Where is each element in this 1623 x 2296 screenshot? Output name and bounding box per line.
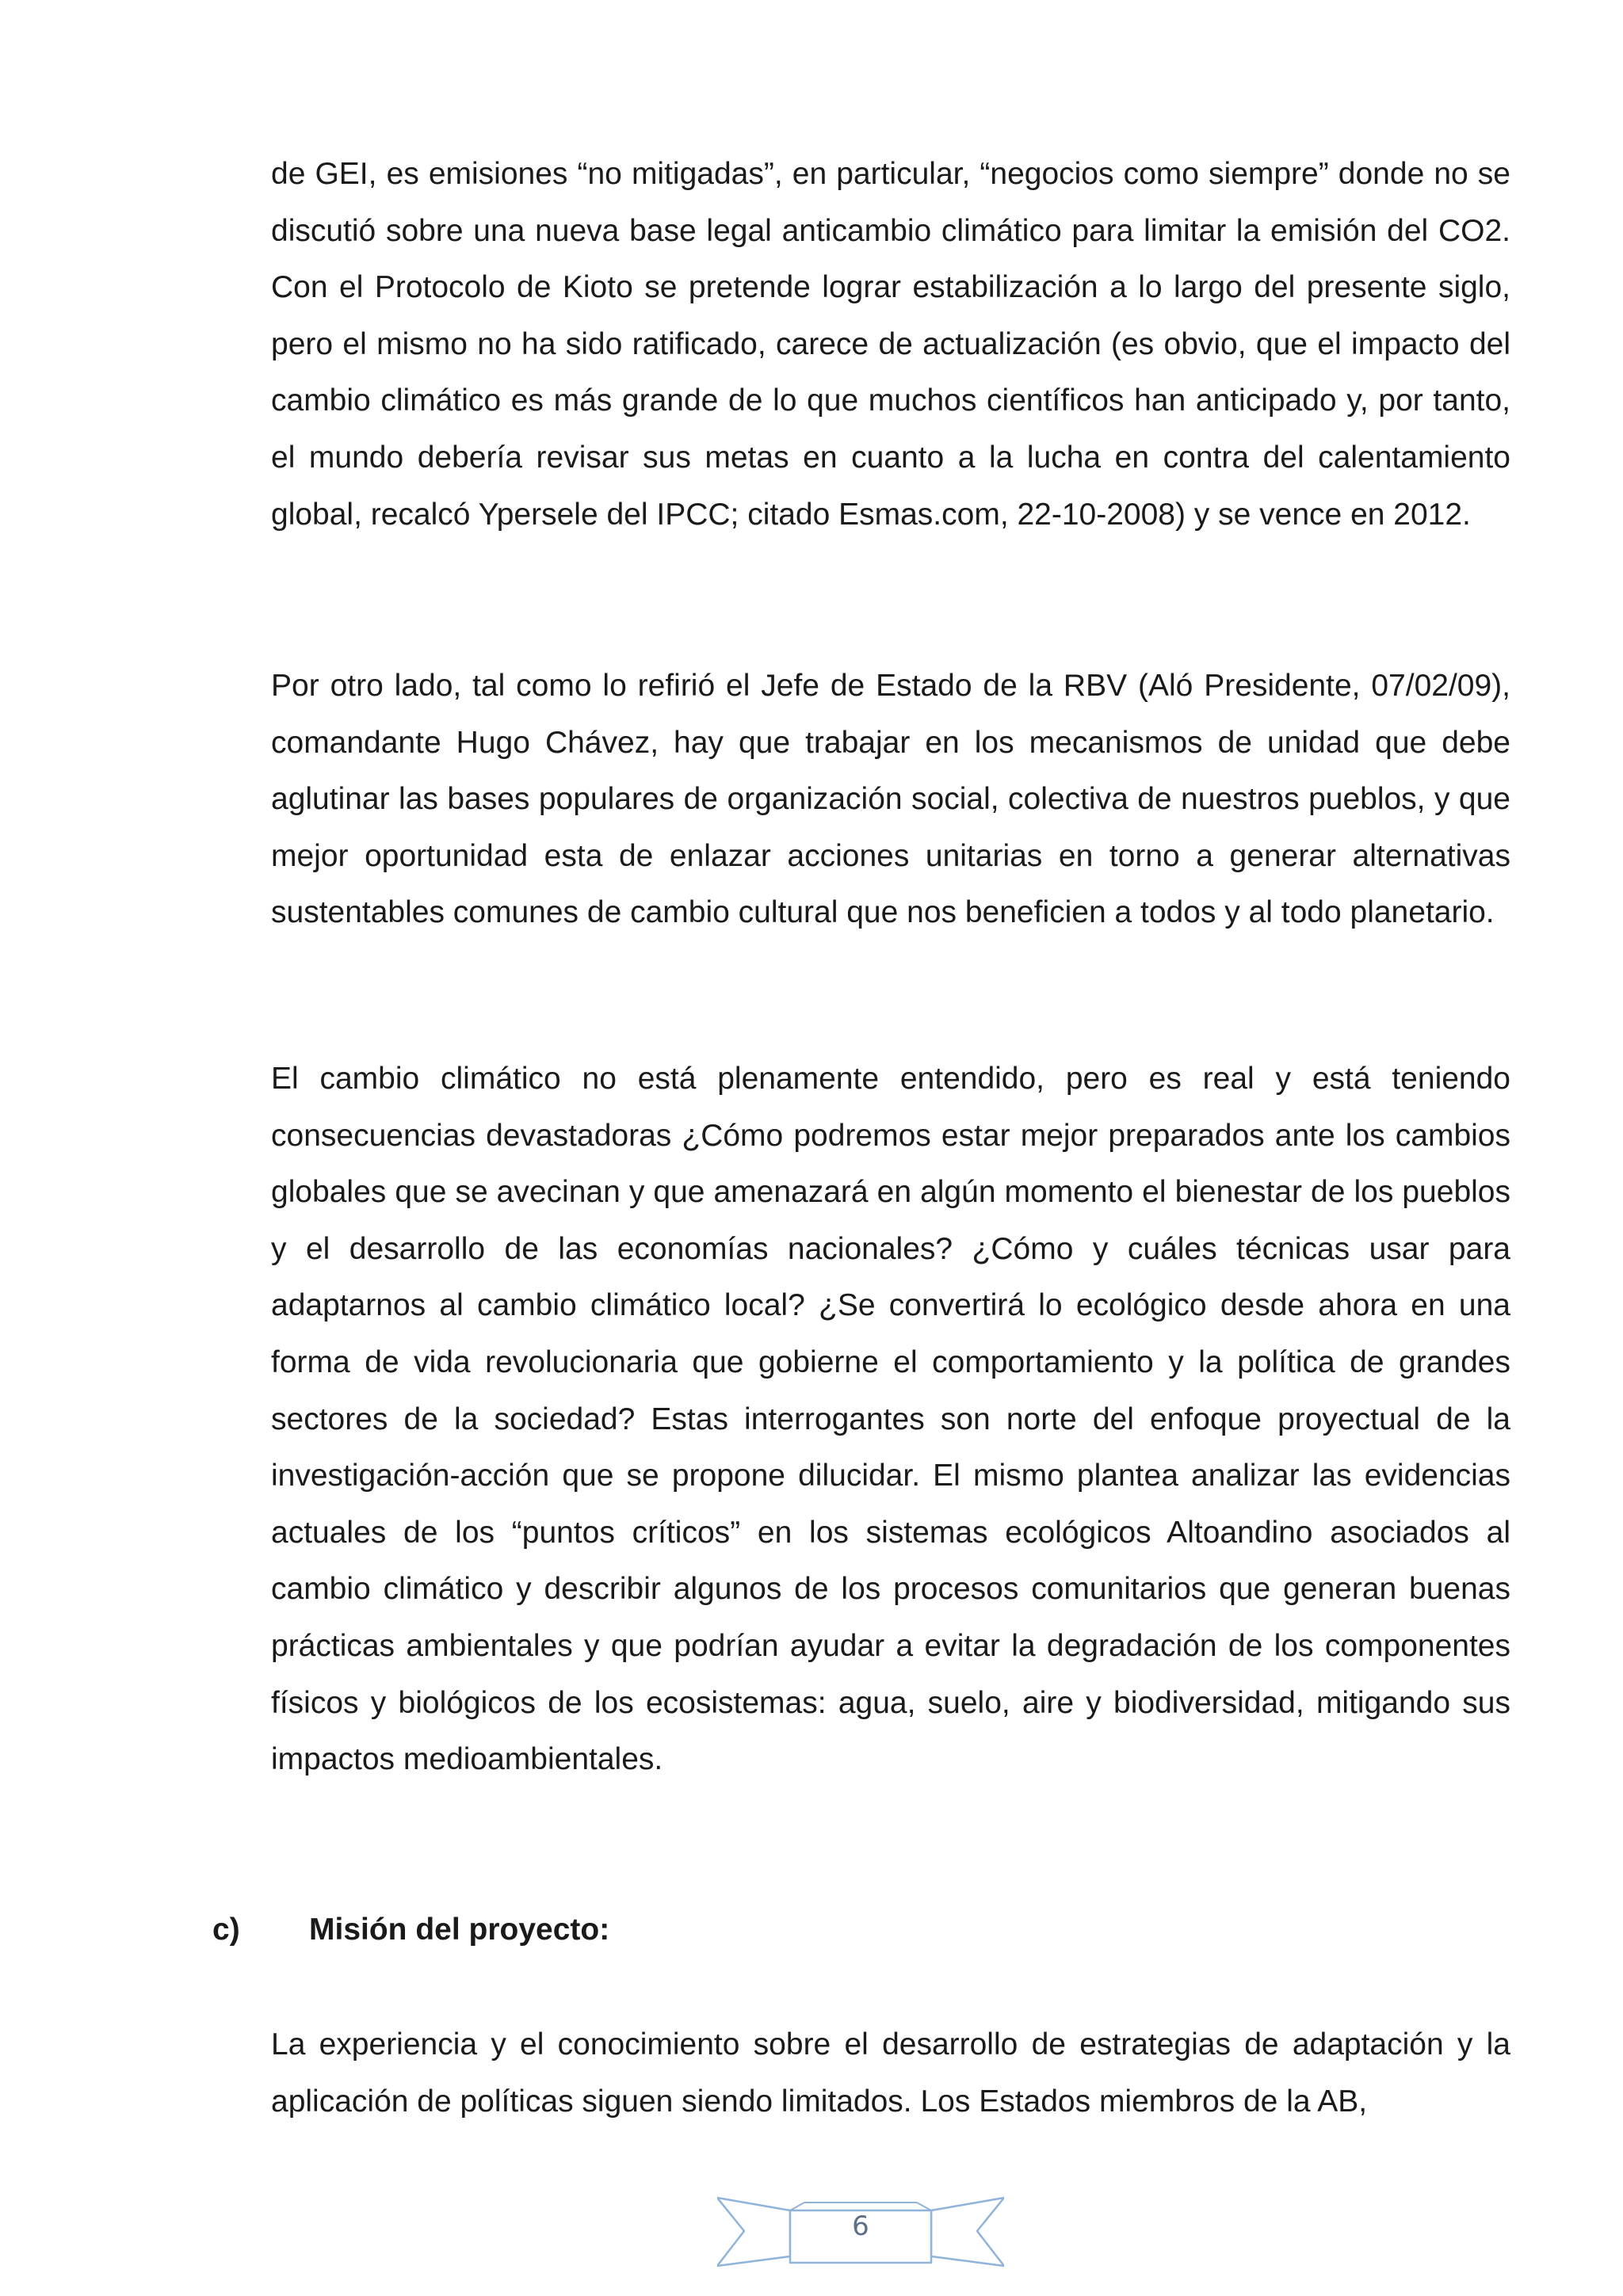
page-number: 6: [852, 2210, 869, 2242]
paragraph-gei-emissions: de GEI, es emisiones “no mitigadas”, en particular, “negocios como siempre” donde no se discutió sobre una nueva base legal anticambio climático para limitar la emisión del CO2. Con el Protocolo de Kioto se pretende lograr estabilización a lo largo del presente siglo, pero el mismo no ha sido ratificado, carece de actualización (es obvio, que el impacto del cambio climático es más grande de lo que muchos científicos han anticipado y, por tanto, el mundo debería revisar sus metas en cuanto a la lucha en contra del calentamiento global, recalcó Ypersele del IPCC; citado Esmas.com, 22-10-2008) y se vence en 2012.: [271, 157, 1510, 532]
paragraph-adaptation-strategies: La experiencia y el conocimiento sobre el desarrollo de estrategias de adaptación y la aplicación de políticas siguen siendo limitados. Los Estados miembros de la AB,: [271, 2027, 1510, 2119]
section-title: Misión del proyecto:: [309, 1913, 610, 1947]
paragraph-climate-change-questions: El cambio climático no está plenamente entendido, pero es real y está teniendo consecuencias devastadoras ¿Cómo podremos estar mejor preparados ante los cambios globales que se avecinan y que amenazará en algún momento el bienestar de los pueblos y el desarrollo de las economías nacionales? ¿Cómo y cuáles técnicas usar para adaptarnos al cambio climático local? ¿Se convertirá lo ecológico desde ahora en una forma de vida revolucionaria que gobierne el comportamiento y la política de grandes sectores de la sociedad? Estas interrogantes son norte del enfoque proyectual de la investigación-acción que se propone dilucidar. El mismo plantea analizar las evidencias actuales de los “puntos críticos” en los sistemas ecológicos Altoandino asociados al cambio climático y describir algunos de los procesos comunitarios que generan buenas prácticas ambientales y que podrían ayudar a evitar la degradación de los componentes físicos y biológicos de los ecosistemas: agua, suelo, aire y biodiversidad, mitigando sus impactos medioambientales.: [271, 1062, 1510, 1777]
paragraph-unity-mechanisms: Por otro lado, tal como lo refirió el Jefe de Estado de la RBV (Aló Presidente, 07/02/09), comandante Hugo Chávez, hay que trabajar en los mecanismos de unidad que debe aglutinar las bases populares de organización social, colectiva de nuestros pueblos, y que mejor oportunidad esta de enlazar acciones unitarias en torno a generar alternativas sustentables comunes de cambio cultural que nos beneficien a todos y al todo planetario.: [271, 669, 1510, 930]
section-marker: c): [212, 1913, 240, 1947]
page-number-ribbon: [717, 2193, 1004, 2272]
section-heading: [212, 1901, 609, 1958]
